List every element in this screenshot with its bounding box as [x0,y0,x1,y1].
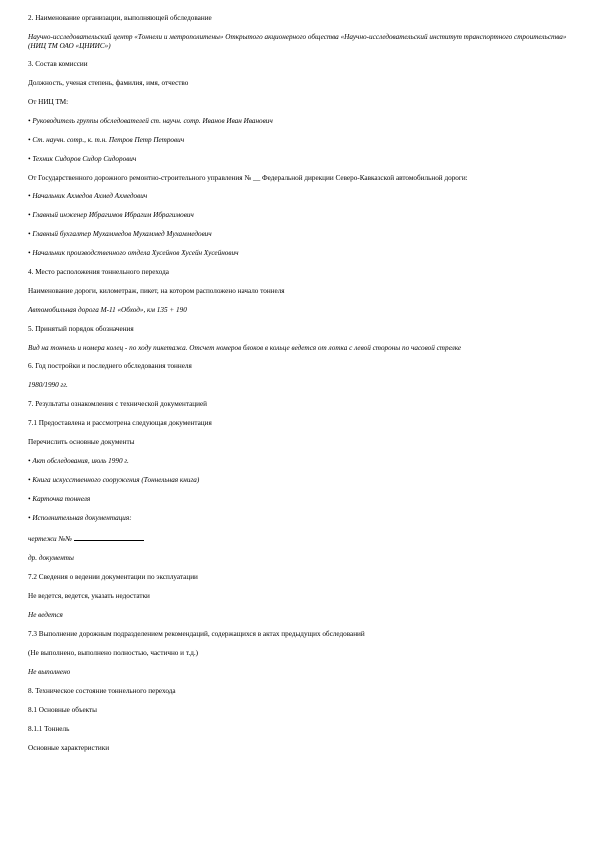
commission-group-label: От Государственного дорожного ремонтно-строительного управления № __ Федеральной дирекции Северо-Кавказской автомобильной дороги: [28,174,468,182]
heading-technical-condition: 8. Техническое состояние тоннельного перехода [28,687,176,695]
subheading-main-objects: 8.1 Основные объекты [28,706,98,714]
recommendations-instruction: (Не выполнено, выполнено полностью, частично и т.д.) [28,649,199,657]
subheading-recommendations: 7.3 Выполнение дорожным подразделением рекомендаций, содержащихся в актах предыдущих обследований [28,630,365,638]
heading-location: 4. Место расположения тоннельного перехода [28,268,169,276]
drawings-label: чертежи №№ [28,535,72,543]
commission-member: • Начальник Ахмедов Ахмед Ахмедович [28,192,148,200]
other-documents: др. документы [28,554,74,562]
heading-commission: 3. Состав комиссии [28,60,88,68]
main-characteristics-label: Основные характеристики [28,744,110,752]
recommendations-value: Не выполнено [28,668,71,676]
documentation-instruction: Перечислить основные документы [28,438,135,446]
maintenance-instruction: Не ведется, ведется, указать недостатки [28,592,150,600]
subheading-documentation-provided: 7.1 Предоставлена и рассмотрена следующая документация [28,419,212,427]
document-item: • Исполнительная документация: [28,514,132,522]
location-description: Наименование дороги, километраж, пикет, на котором расположено начало тоннеля [28,287,285,295]
commission-member: • Главный бухгалтер Мухаммедов Мухаммед Мухаммедович [28,230,212,238]
location-value: Автомобильная дорога М-11 «Обход», км 135 + 190 [28,306,187,314]
commission-columns: Должность, ученая степень, фамилия, имя, отчество [28,79,189,87]
designation-value: Вид на тоннель и номера колец - по ходу пикетажа. Отсчет номеров блоков в кольце ведется от лотка с левой стороны по часовой стрелке [28,344,462,352]
commission-member: • Ст. научн. сотр., к. т.н. Петров Петр Петрович [28,136,185,144]
drawings-line [28,533,575,544]
commission-member: • Техник Сидоров Сидор Сидорович [28,155,137,163]
heading-designation: 5. Принятый порядок обозначения [28,325,134,333]
maintenance-value: Не ведется [28,611,63,619]
subheading-documentation-maintenance: 7.2 Сведения о ведении документации по эксплуатации [28,573,198,581]
heading-documentation-review: 7. Результаты ознакомления с технической документацией [28,400,208,408]
construction-year-value: 1980/1990 гг. [28,381,68,389]
document-item: • Карточка тоннеля [28,495,91,503]
document-item: • Книга искусственного сооружения (Тоннельная книга) [28,476,200,484]
commission-group-label: От НИЦ ТМ: [28,98,69,106]
drawings-blank [74,533,144,541]
commission-member: • Начальник производственного отдела Хусейнов Хусейн Хусейнович [28,249,239,257]
subheading-tunnel: 8.1.1 Тоннель [28,725,70,733]
organization-name: Научно-исследовательский центр «Тоннели и метрополитены» Открытого акционерного общества «Научно-исследовательский институт транспортного строительства» (НИЦ ТМ ОАО «ЦНИИС») [28,33,567,50]
commission-member: • Руководитель группы обследователей ст. научн. сотр. Иванов Иван Иванович [28,117,273,125]
document-item: • Акт обследования, июль 1990 г. [28,457,129,465]
heading-construction-year: 6. Год постройки и последнего обследования тоннеля [28,362,192,370]
heading-organization: 2. Наименование организации, выполняющей обследование [28,14,212,22]
commission-member: • Главный инженер Ибрагимов Ибрагим Ибрагимович [28,211,194,219]
